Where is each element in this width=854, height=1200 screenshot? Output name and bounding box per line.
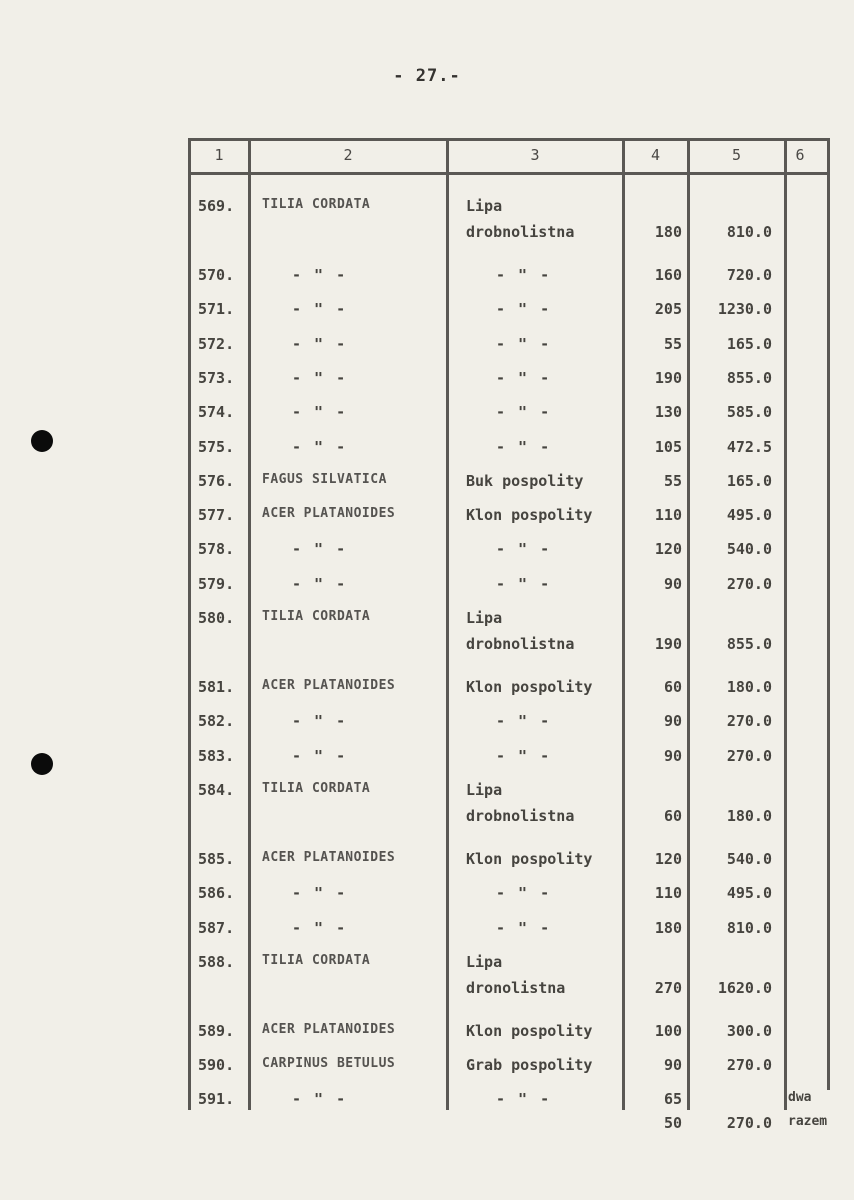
col5-value: 270.0 (726, 574, 772, 593)
col5-value: 1230.0 (717, 300, 772, 319)
col4-value: 110 (654, 884, 682, 903)
col5-value: 300.0 (726, 1021, 772, 1040)
polish-name: Lipa (466, 780, 503, 799)
row-number: 586. (198, 884, 235, 903)
header-col-4: 4 (650, 146, 661, 164)
latin-name: FAGUS SILVATICA (262, 471, 387, 487)
col4-value: 90 (663, 746, 682, 765)
col5-value: 855.0 (726, 368, 772, 387)
column-divider-1 (248, 138, 251, 1110)
latin-name: - " - (292, 1090, 348, 1109)
row-number: 584. (198, 780, 235, 799)
row-number: 569. (198, 197, 235, 215)
col4-value: 160 (654, 266, 682, 284)
col5-value: 720.0 (726, 266, 772, 284)
polish-name: - " - (496, 574, 552, 593)
header-col-6: 6 (795, 146, 805, 164)
row-number: 573. (198, 368, 235, 387)
col5-value: 495.0 (726, 884, 772, 903)
latin-name: - " - (292, 884, 348, 903)
latin-name: TILIA CORDATA (262, 952, 371, 968)
latin-name: - " - (292, 266, 348, 284)
col4-value: 205 (654, 300, 682, 319)
col4-value: 120 (654, 540, 682, 559)
latin-name: - " - (292, 300, 348, 319)
row-number: 580. (198, 609, 235, 627)
col4-value: 55 (663, 471, 682, 490)
polish-name: - " - (496, 368, 552, 387)
col4-value: 105 (654, 437, 682, 456)
latin-name: TILIA CORDATA (262, 197, 371, 212)
col4-value: 60 (663, 678, 682, 696)
polish-name: Lipa (466, 952, 503, 971)
table-left-border (188, 138, 191, 1110)
row-number: 581. (198, 678, 235, 696)
latin-name: ACER PLATANOIDES (262, 678, 396, 693)
row-number: 587. (198, 918, 235, 937)
col4-value: 65 (663, 1090, 682, 1109)
latin-name: - " - (292, 334, 348, 353)
row-number: 591. (198, 1090, 235, 1109)
polish-name: Klon pospolity (466, 506, 593, 525)
polish-name: dronolistna (466, 978, 566, 997)
table-top-border (188, 138, 830, 141)
row-number: 585. (198, 849, 235, 868)
row-number: 576. (198, 471, 235, 490)
col5-value: 585.0 (726, 403, 772, 422)
latin-name: - " - (292, 712, 348, 731)
col5-value: 810.0 (726, 918, 772, 937)
col4-value: 90 (663, 1056, 682, 1075)
col5-value: 855.0 (726, 635, 772, 653)
column-divider-2 (446, 138, 449, 1110)
col5-value: 270.0 (726, 746, 772, 765)
polish-name: - " - (496, 266, 552, 284)
page-number: - 27.- (393, 66, 461, 86)
col4-value: 190 (654, 635, 682, 653)
polish-name: - " - (496, 746, 552, 765)
polish-name: - " - (496, 334, 552, 353)
polish-name: Grab pospolity (466, 1056, 593, 1075)
col5-value: 270.0 (726, 712, 772, 731)
row-number: 577. (198, 506, 235, 525)
polish-name: - " - (496, 712, 552, 731)
header-col-5: 5 (731, 146, 742, 164)
latin-name: - " - (292, 574, 348, 593)
column-divider-5 (784, 138, 787, 1110)
latin-name: - " - (292, 918, 348, 937)
latin-name: TILIA CORDATA (262, 780, 371, 796)
col5-value: 165.0 (726, 471, 772, 490)
col4-value: 55 (663, 334, 682, 353)
polish-name: Buk pospolity (466, 471, 584, 490)
col4-value: 180 (654, 223, 682, 241)
polish-name: Lipa (466, 609, 503, 627)
latin-name: ACER PLATANOIDES (262, 849, 396, 865)
col4-value: 270 (654, 978, 682, 997)
polish-name: Lipa (466, 197, 503, 215)
row-number: 574. (198, 403, 235, 422)
col5-value: 540.0 (726, 540, 772, 559)
row-number: 578. (198, 540, 235, 559)
col5-value: 270.0 (726, 1056, 772, 1075)
polish-name: drobnolistna (466, 223, 575, 241)
row-number: 588. (198, 952, 235, 971)
row-number: 575. (198, 437, 235, 456)
latin-name: - " - (292, 540, 348, 559)
col5-value: 165.0 (726, 334, 772, 353)
col4-value: 50 (663, 1114, 682, 1133)
polish-name: - " - (496, 403, 552, 422)
row-number: 571. (198, 300, 235, 319)
col4-value: 180 (654, 918, 682, 937)
col6-note: razem (788, 1114, 828, 1130)
polish-name: - " - (496, 918, 552, 937)
row-number: 590. (198, 1056, 235, 1075)
row-number: 579. (198, 574, 235, 593)
row-number: 589. (198, 1021, 235, 1040)
col5-value: 270.0 (726, 1114, 772, 1133)
polish-name: Klon pospolity (466, 849, 593, 868)
polish-name: - " - (496, 884, 552, 903)
col5-value: 1620.0 (717, 978, 772, 997)
row-number: 570. (198, 266, 235, 284)
header-col-1: 1 (214, 146, 224, 164)
col5-value: 810.0 (726, 223, 772, 241)
latin-name: ACER PLATANOIDES (262, 506, 396, 522)
col5-value: 472.5 (726, 437, 772, 456)
latin-name: ACER PLATANOIDES (262, 1021, 396, 1037)
header-col-2: 2 (343, 146, 353, 164)
punch-hole-bottom (31, 753, 53, 775)
latin-name: - " - (292, 403, 348, 422)
polish-name: - " - (496, 437, 552, 456)
col4-value: 90 (663, 574, 682, 593)
latin-name: - " - (292, 746, 348, 765)
col5-value: 180.0 (726, 806, 772, 825)
punch-hole-top (31, 430, 53, 452)
col5-value: 495.0 (726, 506, 772, 525)
col4-value: 120 (654, 849, 682, 868)
column-divider-4 (687, 138, 690, 1110)
polish-name: - " - (496, 540, 552, 559)
latin-name: - " - (292, 437, 348, 456)
col5-value: 180.0 (726, 678, 772, 696)
row-number: 583. (198, 746, 235, 765)
header-col-3: 3 (530, 146, 540, 164)
col4-value: 130 (654, 403, 682, 422)
polish-name: Klon pospolity (466, 1021, 593, 1040)
col4-value: 90 (663, 712, 682, 731)
col4-value: 100 (654, 1021, 682, 1040)
header-bottom-border (188, 172, 830, 175)
row-number: 582. (198, 712, 235, 731)
col4-value: 190 (654, 368, 682, 387)
col4-value: 60 (663, 806, 682, 825)
col5-value: 540.0 (726, 849, 772, 868)
col6-note: dwa (788, 1090, 812, 1106)
polish-name: drobnolistna (466, 635, 575, 653)
latin-name: TILIA CORDATA (262, 609, 371, 624)
polish-name: - " - (496, 300, 552, 319)
table-right-border (827, 138, 830, 1090)
polish-name: Klon pospolity (466, 678, 593, 696)
column-divider-3 (622, 138, 625, 1110)
latin-name: CARPINUS BETULUS (262, 1056, 396, 1072)
latin-name: - " - (292, 368, 348, 387)
col4-value: 110 (654, 506, 682, 525)
row-number: 572. (198, 334, 235, 353)
polish-name: - " - (496, 1090, 552, 1109)
polish-name: drobnolistna (466, 806, 575, 825)
